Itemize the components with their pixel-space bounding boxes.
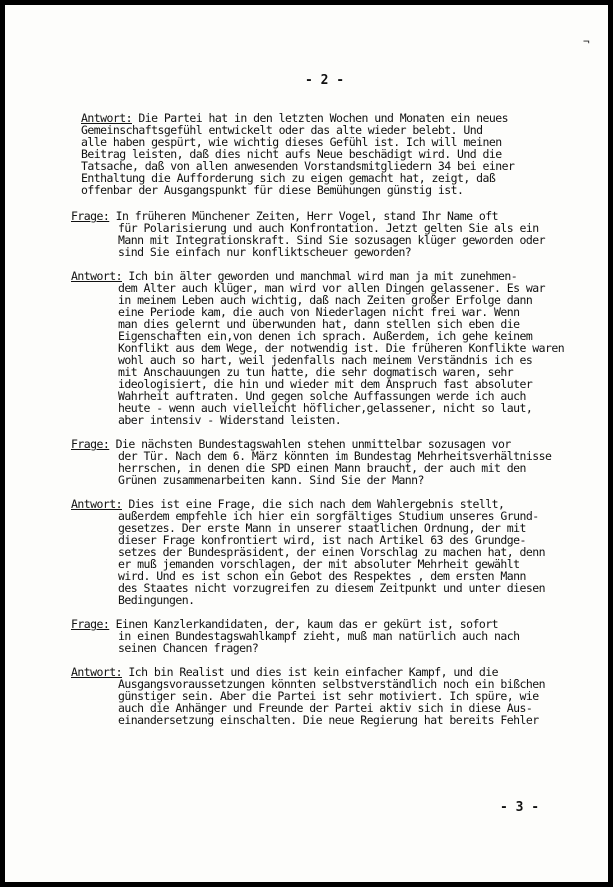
text-line: in einen Bundestagswahlkampf zieht, muß man natürlich auch nach (118, 629, 520, 643)
question-label: Frage: (71, 617, 110, 631)
text-line: auch die Anhänger und Freunde der Partei aktiv sich in diese Aus- (118, 701, 533, 715)
text-line: Gemeinschaftsgefühl entwickelt oder das alte wieder belebt. Und (81, 123, 483, 137)
text-line: Ausgangsvoraussetzungen könnten selbstverständlich noch ein bißchen (118, 677, 546, 691)
document-page (5, 5, 608, 882)
text-line: für Polarisierung und auch Konfrontation. Jetzt gelten Sie als ein (118, 221, 539, 235)
text-line: Bedingungen. (118, 593, 195, 607)
text-line: des Staates nicht vorzugreifen zu diesem Zeitpunkt und unter diesen (118, 581, 546, 595)
answer-label: Antwort: (81, 111, 132, 125)
text-line: wohl auch so hart, weil jedenfalls nach meinem Verständnis ich es (118, 353, 533, 367)
text-line: seinen Chancen fragen? (118, 641, 259, 655)
text-line: Wahrheit auftraten. Und gegen solche Auffassungen werde ich auch (118, 389, 526, 403)
text-segment: Einen Kanzlerkandidaten, der, kaum das er gekürt ist, sofort (109, 617, 499, 631)
text-segment: Die Partei hat in den letzten Wochen und Monaten ein neues (132, 111, 509, 125)
interview-transcript (71, 112, 591, 726)
text-line: ideologisiert, die hin und wieder mit dem Anspruch fast absoluter (118, 377, 533, 391)
text-line: dem Alter auch klüger, man wird vor allen Dingen gelassener. Es war (118, 281, 546, 295)
dialogue-block (71, 438, 591, 486)
text-line: mit Anschauungen zu tun hatte, die sehr dogmatisch waren, sehr (118, 365, 514, 379)
text-line: der Tür. Nach dem 6. März könnten im Bundestag Mehrheitsverhältnisse (118, 449, 552, 463)
text-segment: Dies ist eine Frage, die sich nach dem Wahlergebnis stellt, (122, 497, 505, 511)
text-line: Grünen zusammenarbeiten kann. Sind Sie der Mann? (118, 473, 424, 487)
text-line: Konflikt aus dem Wege, der notwendig ist. Die früheren Konflikte waren (118, 341, 565, 355)
text-line: Mann mit Integrationskraft. Sind Sie sozusagen klüger geworden oder (118, 233, 546, 247)
dialogue-block (71, 618, 591, 654)
answer-label: Antwort: (71, 665, 122, 679)
text-line: offenbar der Ausgangspunkt für diese Bemühungen günstig ist. (81, 183, 464, 197)
text-line: in meinem Leben auch wichtig, daß nach Zeiten großer Erfolge dann (118, 293, 533, 307)
text-line: Beitrag leisten, daß dies nicht aufs Neue beschädigt wird. Und die (81, 147, 502, 161)
dialogue-block (71, 270, 591, 426)
text-line: Tatsache, daß von allen anwesenden Vorstandsmitgliedern 34 bei einer (81, 159, 515, 173)
text-line: alle haben gespürt, wie wichtig dieses Gefühl ist. Ich will meinen (81, 135, 502, 149)
question-label: Frage: (71, 437, 110, 451)
page-number: - 2 - (305, 73, 345, 88)
text-segment: Ich bin älter geworden und manchmal wird man ja mit zunehmen- (122, 269, 518, 283)
text-line: wird. Und es ist schon ein Gebot des Respektes , dem ersten Mann (118, 569, 526, 583)
text-line: aber intensiv - Widerstand leisten. (118, 413, 342, 427)
text-segment: Ich bin Realist und dies ist kein einfacher Kampf, und die (122, 665, 499, 679)
text-line: einandersetzung einschalten. Die neue Regierung hat bereits Fehler (118, 713, 539, 727)
text-line: Enthaltung die Aufforderung sich zu eigen gemacht hat, zeigt, daß (81, 171, 496, 185)
text-segment: In früheren Münchener Zeiten, Herr Vogel, stand Ihr Name oft (109, 209, 499, 223)
answer-label: Antwort: (71, 269, 122, 283)
text-line: gesetzes. Der erste Mann in unserer staatlichen Ordnung, der mit (118, 521, 526, 535)
text-line: dieser Frage konfrontiert wird, ist nach Artikel 63 des Grundge- (118, 533, 526, 547)
dialogue-block (71, 666, 591, 726)
text-line: eine Periode kam, die auch von Niederlagen nicht frei war. Wenn (118, 305, 520, 319)
text-line: heute - wenn auch vielleicht höflicher,gelassener, nicht so laut, (118, 401, 533, 415)
corner-mark: ¬ (583, 35, 590, 48)
text-line: sind Sie einfach nur konfliktscheuer geworden? (118, 245, 412, 259)
question-label: Frage: (71, 209, 110, 223)
text-line: er muß jemanden vorschlagen, der mit absoluter Mehrheit gewählt (118, 557, 520, 571)
dialogue-block (71, 210, 591, 258)
text-segment: Die nächsten Bundestagswahlen stehen unmittelbar sozusagen vor (109, 437, 511, 451)
text-line: Eigenschaften ein,von denen ich sprach. Außerdem, ich gehe keinem (118, 329, 533, 343)
dialogue-block (71, 112, 591, 196)
text-line: setzes der Bundespräsident, der einen Vorschlag zu machen hat, denn (118, 545, 546, 559)
answer-label: Antwort: (71, 497, 122, 511)
dialogue-block (71, 498, 591, 606)
text-line: günstiger sein. Aber die Partei ist sehr motiviert. Ich spüre, wie (118, 689, 539, 703)
text-line: herrschen, in denen die SPD einen Mann braucht, der auch mit den (118, 461, 526, 475)
text-line: außerdem empfehle ich hier ein sorgfältiges Studium unseres Grund- (118, 509, 539, 523)
next-page-marker: - 3 - (500, 800, 540, 815)
text-line: man dies gelernt und überwunden hat, dann stellen sich eben die (118, 317, 520, 331)
